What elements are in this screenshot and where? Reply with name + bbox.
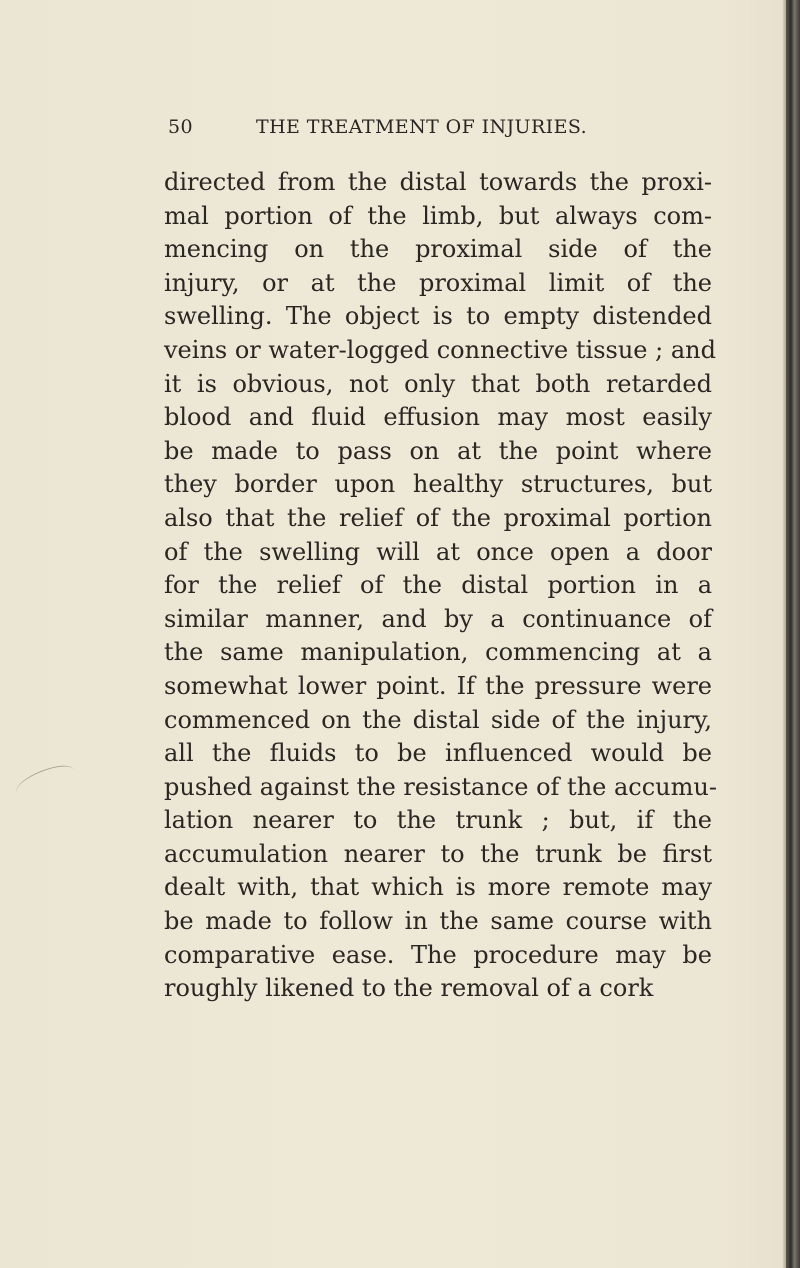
text-line: it is obvious, not only that both retarded [164,369,712,398]
text-line: also that the relief of the proximal portion [164,503,712,532]
text-line: be made to follow in the same course with [164,907,712,936]
text-line: veins or water-logged connective tissue ; and [164,335,716,364]
text-line: lation nearer to the trunk ; but, if the [164,806,712,835]
text-line: mal portion of the limb, but always com- [164,201,712,230]
text-line: dealt with, that which is more remote may [164,873,712,902]
text-line: commenced on the distal side of the injury, [164,705,712,734]
margin-smudge [12,761,78,802]
text-line: similar manner, and by a continuance of [164,604,712,633]
text-line: they border upon healthy structures, but [164,470,712,499]
text-line: the same manipulation, commencing at a [164,638,712,667]
text-line: accumulation nearer to the trunk be first [164,839,712,868]
book-spine [786,0,800,1268]
text-line: be made to pass on at the point where [164,436,712,465]
text-line: blood and fluid effusion may most easily [164,403,712,432]
running-title: THE TREATMENT OF INJURIES. [256,116,588,138]
text-line: of the swelling will at once open a door [164,537,712,566]
text-line: for the relief of the distal portion in a [164,571,712,600]
text-line: directed from the distal towards the proxi- [164,168,712,196]
text-line: comparative ease. The procedure may be [164,940,712,969]
page-number: 50 [168,116,193,138]
page-header [162,116,762,146]
text-line: somewhat lower point. If the pressure were [164,671,712,700]
text-line: swelling. The object is to empty distended [164,302,712,331]
text-line: all the fluids to be influenced would be [164,739,712,768]
text-line: mencing on the proximal side of the [164,235,712,264]
text-line: pushed against the resistance of the accumu- [164,772,717,801]
text-line: roughly likened to the removal of a cork [164,974,654,1003]
text-line: injury, or at the proximal limit of the [164,268,712,297]
body-text [164,166,717,1006]
